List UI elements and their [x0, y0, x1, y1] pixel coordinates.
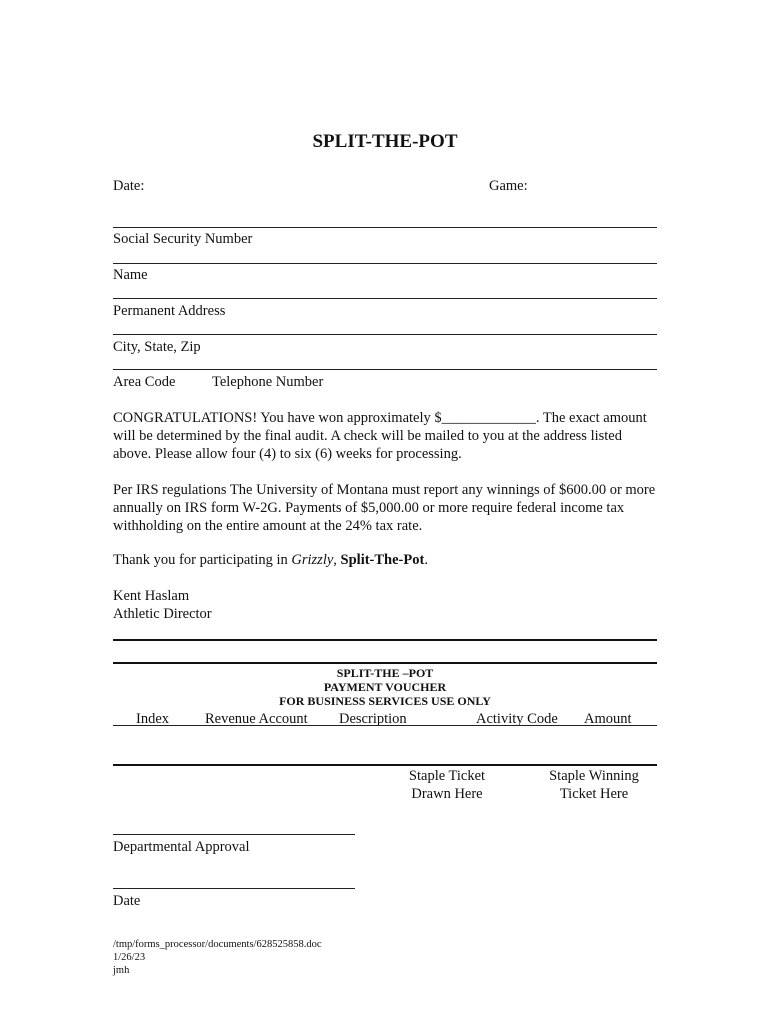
- phone-line: [113, 369, 657, 370]
- city-label: City, State, Zip: [113, 339, 201, 355]
- thanks-comma: ,: [333, 552, 341, 568]
- column-description: Description: [339, 711, 407, 727]
- area-code-label: Area Code: [113, 374, 176, 390]
- thanks-grizzly: Grizzly: [291, 552, 334, 568]
- column-revenue-account: Revenue Account: [205, 711, 308, 727]
- approval-date-label: Date: [113, 893, 141, 909]
- staple-ticket-line-1: Staple Ticket: [408, 768, 486, 784]
- address-line: [113, 298, 657, 299]
- voucher-bottom-rule: [113, 764, 657, 766]
- column-underline: [113, 725, 657, 726]
- voucher-title-3: FOR BUSINESS SERVICES USE ONLY: [279, 694, 491, 708]
- approval-date-line: [113, 888, 355, 889]
- thanks-event: Split-The-Pot: [340, 552, 425, 568]
- ssn-label: Social Security Number: [113, 231, 253, 247]
- city-line: [113, 334, 657, 335]
- separator-rule: [113, 639, 657, 641]
- thanks-end: .: [424, 552, 428, 568]
- congratulations-paragraph: CONGRATULATIONS! You have won approximately $_____________. The exact amount will be determined by the final audit. A check will be mailed to you at the address listed above. Please allow four (4) to six (6) weeks for processing.: [113, 410, 647, 462]
- voucher-top-rule: [113, 662, 657, 664]
- thanks-prefix: Thank you for participating in: [113, 552, 292, 568]
- voucher-title-1: SPLIT-THE –POT: [336, 666, 434, 680]
- column-index: Index: [136, 711, 170, 727]
- column-activity-code: Activity Code: [476, 711, 558, 727]
- voucher-title-2: PAYMENT VOUCHER: [323, 680, 447, 694]
- dept-approval-line: [113, 834, 355, 835]
- address-label: Permanent Address: [113, 303, 226, 319]
- date-label: Date:: [113, 178, 145, 194]
- name-label: Name: [113, 267, 148, 283]
- signer-role: Athletic Director: [113, 606, 212, 622]
- staple-ticket-note: [397, 767, 497, 803]
- staple-winning-note: [538, 767, 650, 803]
- dept-approval-label: Departmental Approval: [113, 839, 250, 855]
- game-label: Game:: [489, 178, 528, 194]
- name-line: [113, 263, 657, 264]
- staple-ticket-line-2: Drawn Here: [411, 786, 483, 802]
- footer-path: /tmp/forms_processor/documents/628525858.doc: [113, 939, 322, 950]
- staple-winning-line-1: Staple Winning: [549, 768, 639, 784]
- footer-date: 1/26/23: [113, 952, 146, 963]
- signer-name: Kent Haslam: [113, 588, 190, 604]
- telephone-label: Telephone Number: [212, 374, 324, 390]
- thanks-paragraph: [113, 551, 658, 569]
- ssn-line: [113, 227, 657, 228]
- page-title: SPLIT-THE-POT: [312, 131, 458, 152]
- staple-winning-line-2: Ticket Here: [559, 786, 629, 802]
- footer-initials: jmh: [113, 965, 130, 976]
- column-amount: Amount: [584, 711, 632, 727]
- irs-paragraph: Per IRS regulations The University of Montana must report any winnings of $600.00 or more annually on IRS form W-2G. Payments of $5,000.00 or more require federal income tax withholding on the entire amount at the 24% tax rate.: [113, 482, 656, 534]
